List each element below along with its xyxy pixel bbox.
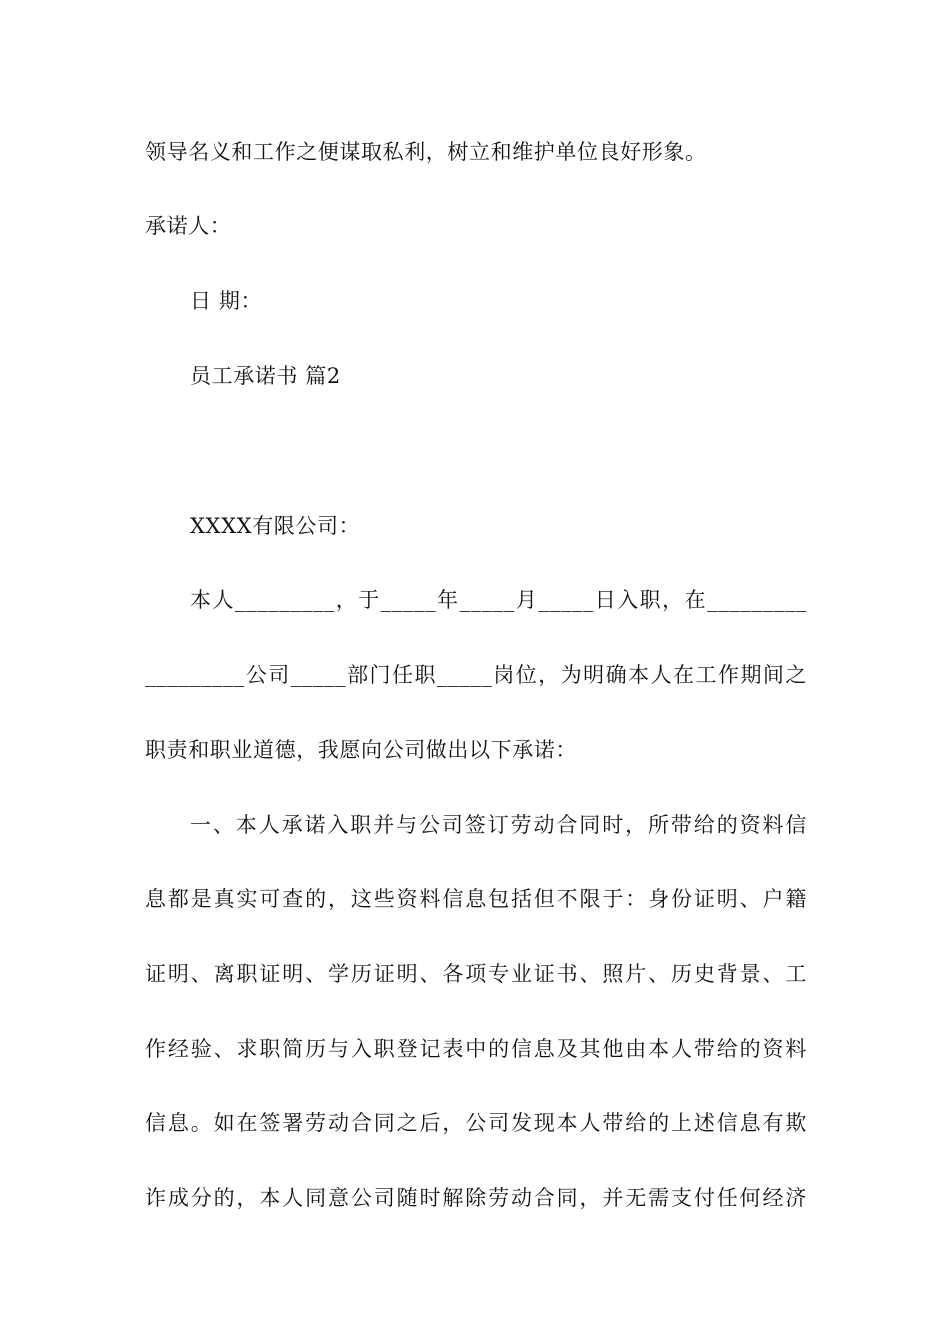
paragraph-line: 一、本人承诺入职并与公司签订劳动合同时，所带给的资料信 bbox=[190, 813, 807, 837]
section-title: 员工承诺书 篇2 bbox=[190, 364, 341, 388]
addressee: XXXX有限公司： bbox=[190, 514, 361, 538]
paragraph-line: 证明、离职证明、学历证明、各项专业证书、照片、历史背景、工 bbox=[145, 962, 807, 986]
paragraph-line: 职责和职业道德，我愿向公司做出以下承诺： bbox=[145, 738, 577, 762]
paragraph-line: 息都是真实可查的，这些资料信息包括但不限于：身份证明、户籍 bbox=[145, 887, 807, 911]
paragraph-line: 作经验、求职简历与入职登记表中的信息及其他由本人带给的资料 bbox=[145, 1037, 807, 1061]
paragraph-line: _________公司_____部门任职_____岗位，为明确本人在工作期间之 bbox=[145, 663, 807, 687]
paragraph-line: 领导名义和工作之便谋取私利，树立和维护单位良好形象。 bbox=[145, 140, 707, 164]
date-label: 日 期： bbox=[190, 289, 263, 313]
signatory-label: 承诺人： bbox=[145, 214, 232, 238]
paragraph-line: 信息。如在签署劳动合同之后，公司发现本人带给的上述信息有欺 bbox=[145, 1111, 807, 1135]
paragraph-line: 诈成分的，本人同意公司随时解除劳动合同，并无需支付任何经济 bbox=[145, 1186, 807, 1210]
paragraph-line: 本人_________，于_____年_____月_____日入职，在_________ bbox=[190, 588, 807, 612]
